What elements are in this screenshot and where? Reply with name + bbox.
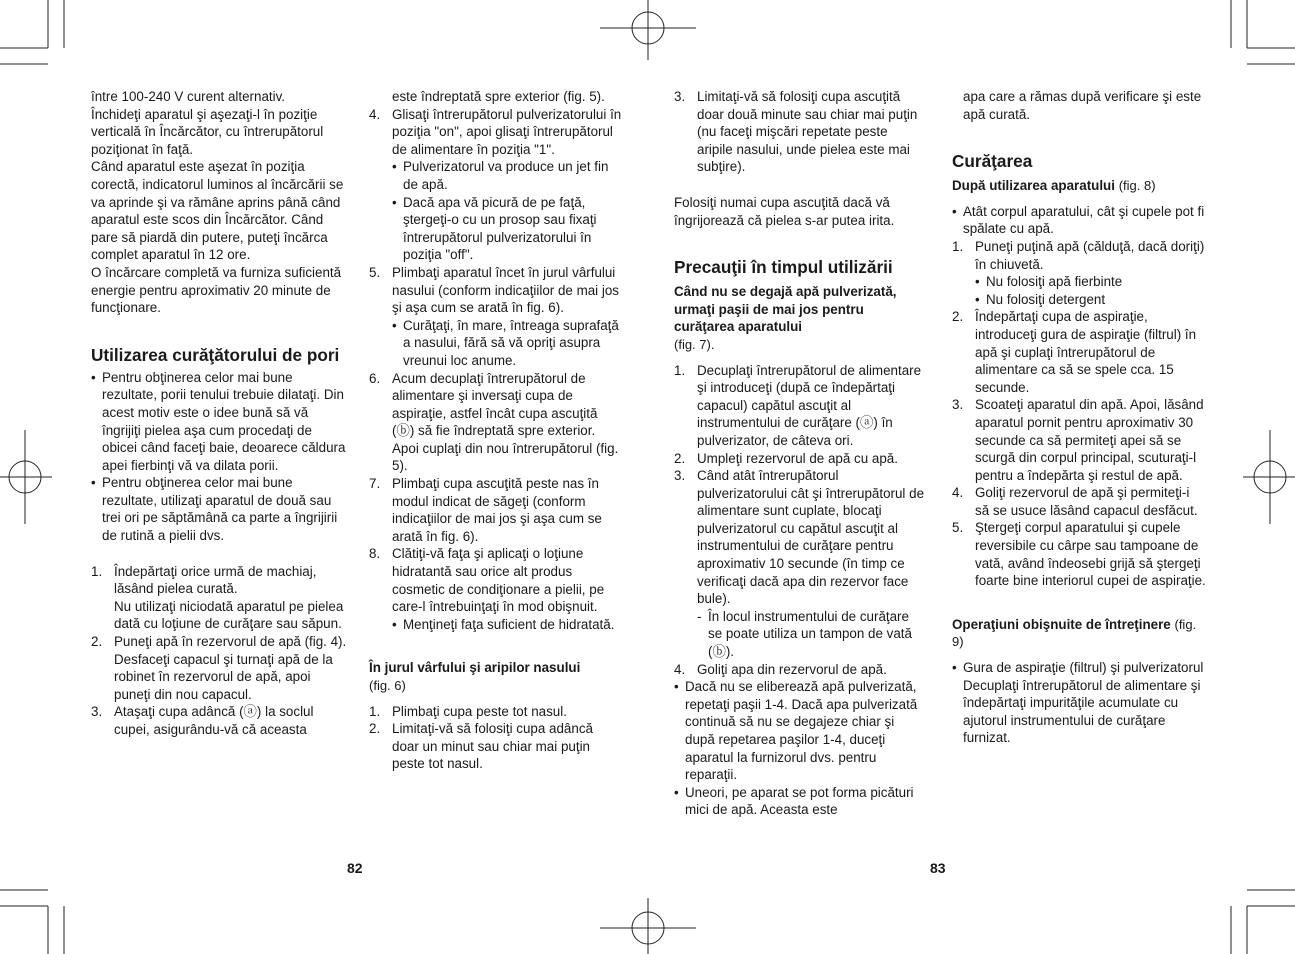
column-3 (674, 88, 926, 819)
step-list (369, 106, 623, 634)
column-2 (369, 88, 623, 773)
list-item: • Pentru obţinerea celor mai bune rezultate, porii tenului trebuie dilataţi. Din acest motiv este o idee bună să vă îngrijiţi pielea aşa cum procedaţi de obicei când faceţi baie, deoarece căldura apei fierbinţi vă va dilata porii. (91, 369, 346, 473)
subsection-heading: Când nu se degajă apă pulverizată, urmaţi paşii de mai jos pentru curăţarea aparatului (674, 284, 897, 335)
subsection-heading: Operaţiuni obişnuite de întreţinere (fig. 9) (952, 616, 1197, 650)
list-item: 3. Limitaţi-vă să folosiţi cupa ascuţită doar două minute sau chiar mai puţin (nu faceţi mişcări repetate peste aripile nasului, unde pielea este mai subţire). (674, 89, 918, 175)
figure-ref: (fig. 7). (674, 336, 715, 352)
list-item: 5. Ştergeţi corpul aparatului şi cupele reversibile cu cârpe sau tampoane de vată, având îndeosebi grijă să ştergeţi foarte bine interiorul cupei de aspiraţie. (952, 520, 1206, 589)
step-list (952, 238, 1206, 590)
list-item: 1. Decuplaţi întrerupătorul de alimentare şi introduceţi (după ce îndepărtaţi capacul) capătul ascuţit al instrumentului de curăţare (ⓐ) în pulverizator, de câteva ori. (674, 362, 922, 448)
page-number-left: 82 (347, 860, 363, 876)
list-item: 2. Îndepărtaţi cupa de aspiraţie, introduceţi gura de aspiraţie (filtrul) în apă şi cuplaţi întrerupătorul de alimentare ca să se spele cca. 15 secunde. (952, 309, 1197, 395)
list-item: 4. Glisaţi întrerupătorul pulverizatorului în poziţia "on", apoi glisaţi întrerupătorul de alimentare în poziţia "1". • Pulverizatorul va produce un jet fin de apă. • Dacă apa vă picură de pe faţă, ştergeţi-o cu un prosop sau fixaţi întrerupătorul pulverizatorului în poziţia "off". (369, 106, 622, 263)
list-item: 8. Clătiţi-vă faţa şi aplicaţi o loţiune hidratantă sau orice alt produs cosmetic de condiţionare a pielii, pe care-l întrebuinţaţi în mod obişnuit. • Menţineţi faţa suficient de hidratată. (369, 546, 615, 632)
list-item: • Uneori, pe aparat se pot forma picături mici de apă. Aceasta este (674, 784, 914, 818)
list-item: 1. Îndepărtaţi orice urmă de machiaj, lăsând pielea curată. Nu utilizaţi niciodată aparatul pe pielea dată cu loţiune de curăţare sau săpun. (91, 563, 344, 632)
subsection-heading: După utilizarea aparatului (fig. 8) (952, 178, 1156, 194)
list-item: 4. Goliţi rezervorul de apă şi permiteţi-i să se usuce lăsând capacul desfăcut. (952, 485, 1198, 518)
list-item: 3. Când atât întrerupătorul pulverizatorului cât şi întrerupătorul de alimentare sunt cuplate, blocaţi pulverizatorul cu capătul ascuţit al instrumentului de curăţare pentru aproximativ 10 secunde (în timp ce verificaţi dacă apa din rezervor face bule). - În locul instrumentului de curăţare se poate utiliza un tampon de vată (ⓑ). (674, 468, 925, 660)
list-item: • Pentru obţinerea celor mai bune rezultate, utilizaţi aparatul de două sau trei ori pe săptămână ca parte a îngrijirii de rutină a pielii dvs. (91, 475, 338, 544)
list-item: 6. Acum decuplaţi întrerupătorul de alimentare şi inversaţi cupa de aspiraţie, astfel încât cupa ascuţită (ⓑ) să fie îndreptată spre exterior. Apoi cuplaţi din nou întrerupătorul (fig. 5). (369, 370, 619, 474)
step-list (674, 362, 926, 679)
continued-text: apa care a rămas după verificare şi este apă curată. (963, 89, 1202, 122)
section-heading: Precauţii în timpul utilizării (674, 257, 893, 278)
list-item: 1. Plimbaţi cupa peste tot nasul. (369, 703, 567, 719)
subsection-heading: În jurul vârfului şi aripilor nasului (369, 660, 581, 676)
list-item: • Dacă nu se eliberează apă pulverizată, repetaţi paşii 1-4. Dacă apa pulverizată continuă să nu se degajeze chiar şi după repetarea paşilor 1-4, duceţi aparatul la furnizorul dvs. pentru reparaţii. (674, 679, 918, 783)
bullet-list (91, 369, 349, 545)
column-1 (91, 88, 349, 739)
list-item: 4. Goliţi apa din rezervorul de apă. (674, 661, 887, 677)
figure-ref: (fig. 6) (369, 678, 406, 693)
list-item: 2. Limitaţi-vă să folosiţi cupa adâncă doar un minut sau chiar mai puţin peste tot nasul. (369, 721, 593, 772)
intro-paragraph: O încărcare completă va furniza suficientă energie pentru aproximativ 20 minute de funcţionare. (91, 264, 342, 316)
intro-paragraph: Când aparatul este aşezat în poziţia corectă, indicatorul luminos al încărcării se va aprinde şi va rămâne aprins până când aparatul este scos din Încărcător. Când pare să piardă din putere, puteţi încărca complet aparatul în 12 ore. (91, 159, 344, 263)
intro-paragraph: Închideţi aparatul şi aşezaţi-l în poziţie verticală în Încărcător, cu întrerupătorul poziţionat în faţă. (91, 106, 324, 157)
list-item: 2. Puneţi apă în rezervorul de apă (fig. 4). Desfaceţi capacul şi turnaţi apă de la robinet în rezervorul de apă, apoi puneţi din nou capacul. (91, 634, 347, 702)
list-item: 1. Puneţi puţină apă (călduţă, dacă doriţi) în chiuvetă. • Nu folosiţi apă fierbinte • Nu folosiţi detergent (952, 238, 1205, 307)
step-list (369, 703, 623, 773)
bullet-list (952, 659, 1206, 747)
step-list (91, 563, 349, 739)
list-item: 7. Plimbaţi cupa ascuţită peste nas în modul indicat de săgeţi (conform indicaţiilor de mai jos şi aşa cum se arată în fig. 6). (369, 476, 602, 544)
intro-line: între 100-240 V curent alternativ. (91, 89, 286, 104)
section-heading: Utilizarea curăţătorului de pori (91, 344, 340, 365)
column-4 (952, 88, 1206, 747)
page-number-right: 83 (930, 860, 946, 876)
bullet-list (952, 203, 1206, 238)
continued-text: este îndreptată spre exterior (fig. 5). (392, 89, 605, 104)
list-item: 2. Umpleţi rezervorul de apă cu apă. (674, 450, 898, 466)
list-item: • Atât corpul aparatului, cât şi cupele pot fi spălate cu apă. (952, 203, 1205, 237)
list-item: 3. Ataşaţi cupa adâncă (ⓐ) la soclul cupei, asigurându-vă că aceasta (91, 704, 314, 737)
bullet-list (674, 678, 926, 819)
list-item: 5. Plimbaţi aparatul încet în jurul vârfului nasului (conform indicaţiilor de mai jos şi aşa cum se arată în fig. 6). • Curăţaţi, în mare, întreaga suprafaţă a nasului, fără să vă opriţi asupra vreunui loc anume. (369, 264, 619, 368)
list-item: 3. Scoateţi aparatul din apă. Apoi, lăsând aparatul pornit pentru aproximativ 30 secunde ca să permiteţi apei să se scurgă din corpul principal, scuturaţi-l pentru a îndepărta şi restul de apă. (952, 397, 1204, 483)
step-list (674, 88, 926, 176)
section-heading: Curăţarea (952, 151, 1033, 172)
note-paragraph: Folosiţi numai cupa ascuţită dacă vă îngrijorează că pielea s-ar putea irita. (674, 194, 895, 228)
list-item: • Gura de aspiraţie (filtrul) şi pulverizatorul Decuplaţi întrerupătorul de alimentare şi îndepărtaţi impurităţile acumulate cu ajutorul instrumentului de curăţare furnizat. (952, 660, 1204, 746)
